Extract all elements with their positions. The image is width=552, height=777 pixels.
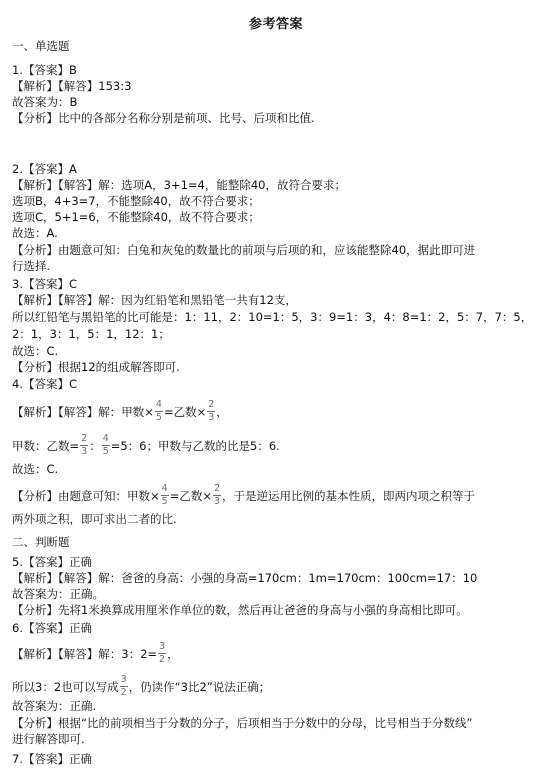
fraction-denominator: 2 xyxy=(159,654,166,665)
q4-l1-text-c: ， xyxy=(216,405,228,419)
q6-l2-text-c: ，仍读作“3比2”说法正确； xyxy=(128,680,271,694)
text-line: 故答案为：正确。 xyxy=(12,587,104,601)
text-line: 【分析】比中的各部分名称分别是前项、比号、后项和比值. xyxy=(12,111,315,125)
q6-l1-text-c: ， xyxy=(167,647,179,661)
text-line: 故答案为：正确. xyxy=(12,699,97,713)
text-line: 3.【答案】C xyxy=(12,277,78,291)
fraction xyxy=(207,400,215,423)
text-line: 故选：A. xyxy=(12,226,58,240)
q4-l2-text-b: ： xyxy=(89,439,101,453)
fraction-denominator: 5 xyxy=(161,496,168,507)
q6-explanation-line xyxy=(12,676,270,699)
fraction-denominator: 3 xyxy=(81,446,88,457)
q6-l2-text-a: 所以3：2也可以写成 xyxy=(12,680,119,694)
q4-choice-line: 故选：C. xyxy=(12,462,59,476)
fraction-numerator: 4 xyxy=(102,433,109,444)
text-line: 选项B，4+3=7，不能整除40，故不符合要求； xyxy=(12,194,260,208)
text-line: 一、单选题 xyxy=(12,39,70,53)
fraction-denominator: 3 xyxy=(208,412,215,423)
fraction-numerator: 2 xyxy=(208,399,215,410)
fraction-denominator: 5 xyxy=(155,412,162,423)
q4-l4-text-a: 【分析】由题意可知：甲数× xyxy=(12,489,160,503)
text-line: 【解析】【解答】解：爸爸的身高：小强的身高=170cm：1m=170cm：100cm=17：10 xyxy=(12,571,478,585)
text-line: 4.【答案】C xyxy=(12,377,78,391)
q6-l1-text-a: 【解析】【解答】解：3：2= xyxy=(12,647,158,661)
q4-l4-text-c: ，于是逆运用比例的基本性质，即两内项之积等于 xyxy=(222,489,476,503)
q4-analysis-line-2: 两外项之积，即可求出二者的比. xyxy=(12,512,177,526)
fraction xyxy=(80,434,88,457)
text-line: 【分析】由题意可知：白兔和灰兔的数量比的前项与后项的和，应该能整除40，据此即可进 xyxy=(12,243,476,257)
text-line: 【分析】根据12的组成解答即可. xyxy=(12,360,180,374)
fraction xyxy=(155,400,163,423)
q6-solution-line xyxy=(12,643,179,666)
fraction xyxy=(213,484,221,507)
page-title: 参考答案 xyxy=(248,17,303,32)
fraction-denominator: 2 xyxy=(120,687,127,698)
text-line: 2.【答案】A xyxy=(12,162,77,176)
fraction xyxy=(120,675,128,698)
text-line: 1.【答案】B xyxy=(12,63,77,77)
q4-l2-text-a: 甲数：乙数= xyxy=(12,439,80,453)
fraction-denominator: 5 xyxy=(102,446,109,457)
text-line: 故答案为：B xyxy=(12,95,78,109)
text-line: 选项C，5+1=6，不能整除40，故不符合要求； xyxy=(12,210,260,224)
text-line: 【分析】根据“比的前项相当于分数的分子，后项相当于分数中的分母，比号相当于分数线” xyxy=(12,716,473,730)
fraction xyxy=(102,434,110,457)
text-line: 【解析】【解答】解：选项A，3+1=4，能整除40，故符合要求； xyxy=(12,178,346,192)
q4-l1-text-a: 【解析】【解答】解：甲数× xyxy=(12,405,154,419)
text-line: 【分析】先将1米换算成用厘米作单位的数，然后再让爸爸的身高与小强的身高相比即可。 xyxy=(12,603,468,617)
fraction-numerator: 2 xyxy=(213,483,221,494)
q4-analysis-line xyxy=(12,485,475,508)
fraction-numerator: 4 xyxy=(161,483,168,494)
fraction-numerator: 4 xyxy=(155,399,162,410)
text-line: 故选：C. xyxy=(12,344,59,358)
q4-ratio-line xyxy=(12,435,280,458)
text-line: 5.【答案】正确 xyxy=(12,555,92,569)
text-line: 二、判断题 xyxy=(12,535,70,549)
q4-solution-line xyxy=(12,401,228,424)
q4-l4-text-b: =乙数× xyxy=(169,489,212,503)
text-line: 【解析】【解答】153:3 xyxy=(12,79,132,93)
text-line: 进行解答即可. xyxy=(12,732,85,746)
fraction-numerator: 3 xyxy=(159,641,166,652)
fraction xyxy=(161,484,169,507)
text-line: 7.【答案】正确 xyxy=(12,752,92,766)
fraction-denominator: 3 xyxy=(213,496,221,507)
fraction xyxy=(158,642,166,665)
q4-l2-text-c: =5：6；甲数与乙数的比是5：6. xyxy=(110,439,280,453)
text-line: 2：1，3：1，5：1，12：1； xyxy=(12,327,170,341)
q4-l1-text-b: =乙数× xyxy=(163,405,207,419)
text-line: 6.【答案】正确 xyxy=(12,621,92,635)
fraction-numerator: 3 xyxy=(120,674,127,685)
text-line: 【解析】【解答】解：因为红铅笔和黑铅笔一共有12支， xyxy=(12,293,297,307)
fraction-numerator: 2 xyxy=(81,433,88,444)
text-line: 所以红铅笔与黑铅笔的比可能是：1：11，2：10=1：5，3：9=1：3，4：8=1：2，5：7，7：5， xyxy=(12,310,533,324)
text-line: 行选择. xyxy=(12,259,51,273)
